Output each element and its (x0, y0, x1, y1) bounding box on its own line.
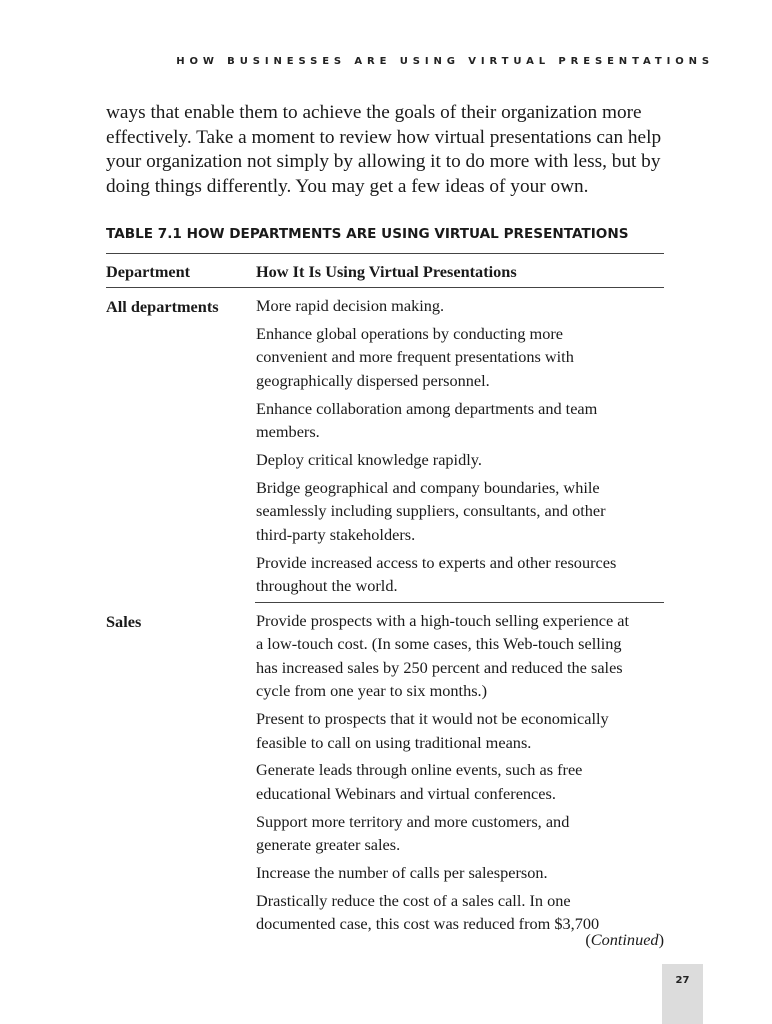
table-cell-line: Support more territory and more customers, and (256, 811, 570, 831)
table-cell-line: throughout the world. (256, 575, 398, 595)
table-cell-line: seamlessly including suppliers, consultants, and other (256, 501, 606, 521)
table-cell-item (256, 551, 666, 598)
table-cell-line: convenient and more frequent presentations with (256, 347, 574, 367)
table-cell-item (256, 294, 666, 317)
row-items-all-departments (256, 294, 666, 602)
table-cell-line: Drastically reduce the cost of a sales call. In one (256, 890, 571, 910)
table-cell-item (256, 810, 666, 857)
table-cell-line: Enhance collaboration among departments and team (256, 398, 598, 418)
running-head: HOW BUSINESSES ARE USING VIRTUAL PRESENTATIONS (176, 56, 714, 67)
table-cell-line: third-party stakeholders. (256, 524, 416, 544)
table-cell-line: geographically dispersed personnel. (256, 370, 490, 390)
column-header-usage: How It Is Using Virtual Presentations (256, 262, 517, 281)
table-cell-line: Bridge geographical and company boundaries, while (256, 477, 600, 497)
table-cell-line: Present to prospects that it would not be economically (256, 709, 609, 729)
table-cell-item (256, 609, 666, 703)
table-cell-line: Increase the number of calls per salesperson. (256, 863, 548, 883)
table-cell-line: members. (256, 422, 320, 442)
table-cell-line: Deploy critical knowledge rapidly. (256, 449, 482, 469)
intro-line: doing things differently. You may get a few ideas of your own. (106, 175, 589, 197)
continued-note: (Continued) (585, 930, 664, 949)
table-cell-line: documented case, this cost was reduced from $3,700 (256, 914, 600, 934)
row-department-all: All departments (106, 297, 219, 316)
page-number: 27 (675, 975, 690, 986)
row-items-sales (256, 609, 666, 940)
table-cell-line: educational Webinars and virtual conferences. (256, 783, 556, 803)
table-top-rule (106, 253, 664, 254)
row-department-sales: Sales (106, 612, 142, 631)
table-cell-line: Generate leads through online events, such as free (256, 760, 583, 780)
table-header-rule (106, 287, 664, 288)
intro-paragraph (106, 101, 668, 199)
table-cell-line: a low-touch cost. (In some cases, this Web-touch selling (256, 634, 622, 654)
intro-line: ways that enable them to achieve the goals of their organization more (106, 102, 642, 123)
table-cell-item (256, 758, 666, 805)
table-cell-item (256, 322, 666, 392)
table-cell-line: cycle from one year to six months.) (256, 681, 488, 701)
table-cell-item (256, 476, 666, 546)
column-header-department: Department (106, 262, 191, 281)
table-row-rule (255, 602, 664, 603)
table-cell-line: feasible to call on using traditional means. (256, 732, 532, 752)
table-cell-line: has increased sales by 250 percent and reduced the sales (256, 657, 623, 677)
table-cell-item (256, 889, 666, 936)
table-title: TABLE 7.1 HOW DEPARTMENTS ARE USING VIRTUAL PRESENTATIONS (106, 226, 629, 242)
table-cell-item (256, 448, 666, 471)
table-cell-line: generate greater sales. (256, 835, 401, 855)
table-cell-line: Provide prospects with a high-touch selling experience at (256, 611, 630, 630)
table-cell-line: More rapid decision making. (256, 296, 445, 315)
page-number-tab (662, 964, 703, 1024)
table-cell-item (256, 707, 666, 754)
table-cell-line: Provide increased access to experts and other resources (256, 552, 617, 572)
table-cell-item (256, 861, 666, 884)
table-cell-item (256, 397, 666, 444)
intro-line: your organization not simply by allowing it to do more with less, but by (106, 151, 661, 173)
table-cell-line: Enhance global operations by conducting more (256, 323, 563, 343)
intro-line: effectively. Take a moment to review how virtual presentations can help (106, 126, 662, 148)
